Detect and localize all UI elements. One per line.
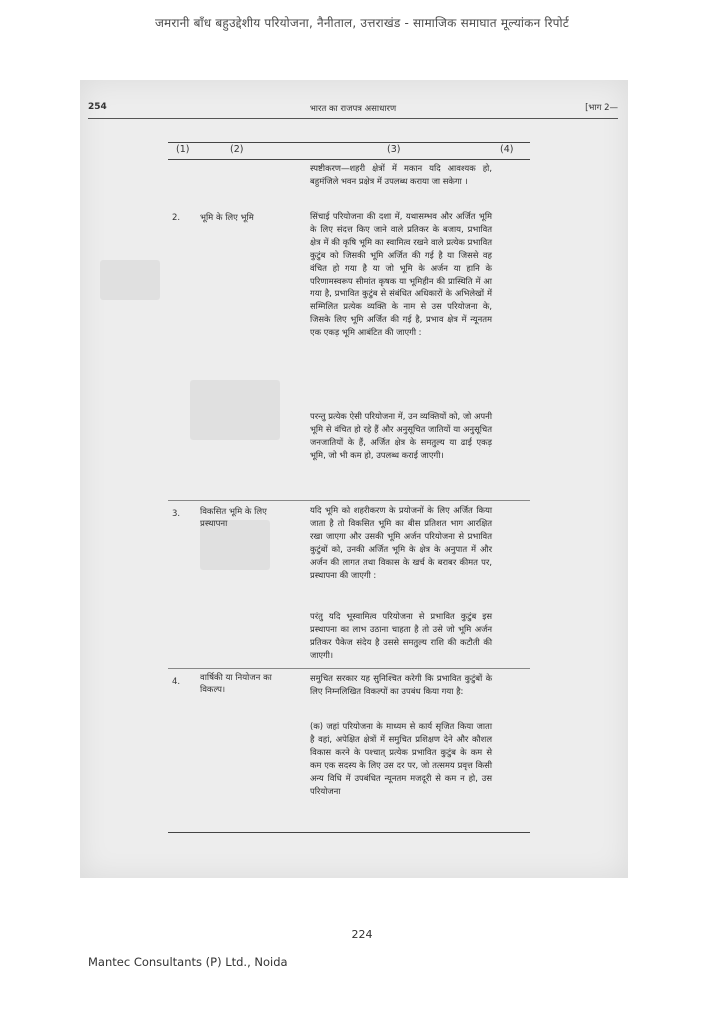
row-3-rule [168,668,530,669]
row-2-rule [168,500,530,501]
row-2-subject: भूमि के लिए भूमि [200,213,254,223]
report-header: जमरानी बाँध बहुउद्देशीय परियोजना, नैनीताल, उत्तराखंड - सामाजिक समाघात मूल्यांकन रिपोर्ट [154,16,570,30]
row-3-para-1: यदि भूमि को शहरीकरण के प्रयोजनों के लिए अर्जित किया जाता है तो विकसित भूमि का बीस प्रतिशत भाग आरक्षित रखा जाएगा और उसकी भूमि अर्जन परियोजना से प्रभावित कुटुंबों को, उनकी अर्जित भूमि के क्षेत्र के अनुपात में और अर्जन की लागत तथा विकास के खर्च के बराबर कीमत पर, प्रस्थापना की जाएगी : [310,505,492,580]
column-header-4: (4) [500,144,514,155]
row-4-subject: वार्षिकी या नियोजन का विकल्प। [200,673,272,695]
table-bottom-rule [168,832,530,833]
row-3-subject: विकसित भूमि के लिए प्रस्थापना [200,507,267,529]
row-2-para-1: सिंचाई परियोजना की दशा में, यथासम्भव और अर्जित भूमि के लिए संदत्त किए जाने वाले प्रतिकर के बजाय, प्रभावित क्षेत्र में की कृषि भूमि का स्वामित्व रखने वाले प्रत्येक प्रभावित कुटुंब को जिसकी भूमि अर्जित की गई है या जिससे वह वंचित हो गया है या जो भूमि के अर्जन या हानि के परिणामस्वरूप सीमांत कृषक या भूमिहीन की प्रास्थिति में आ गया है, प्रभावित कुटुंब से संबंधित अधिकारों के अभिलेखों में सम्मिलित प्रत्येक व्यक्ति के नाम से उस परियोजना के, जिसके लिए भूमि अर्जित की गई है, प्रभाव क्षेत्र में न्यूनतम एक एकड़ भूमि आबंटित की जाएगी : [310,211,492,338]
row-1-para-1: स्पष्टीकरण—शहरी क्षेत्रों में मकान यदि आवश्यक हो, बहुमंजिले भवन प्रक्षेत्र में उपलब्ध कराया जा सकेगा । [310,163,492,186]
column-header-2: (2) [230,144,244,155]
column-header-1: (1) [176,144,190,155]
header-rule [88,118,618,119]
scanned-gazette-page [80,80,628,878]
row-3-number: 3. [172,509,181,519]
column-header-3: (3) [387,144,401,155]
row-2-para-2: परन्तु प्रत्येक ऐसी परियोजना में, उन व्यक्तियों को, जो अपनी भूमि से वंचित हो रहे हैं और अनुसूचित जातियों या अनुसूचित जनजातियों के हैं, अर्जित क्षेत्र के समतुल्य या ढाई एकड़ भूमि, जो भी कम हो, उपलब्ध कराई जाएगी। [310,411,492,460]
footer-page-number: 224 [351,928,373,941]
column-header-rule [168,159,530,160]
gazette-page-number: 254 [88,102,107,112]
gazette-part: [भाग 2— [585,103,618,113]
row-4-para-1: समुचित सरकार यह सुनिश्चित करेगी कि प्रभावित कुटुंबों के लिए निम्नलिखित विकल्पों का उपबंध किया गया है: [310,673,492,696]
row-4-para-2: (क) जहां परियोजना के माध्यम से कार्य सृजित किया जाता है वहां, अपेक्षित क्षेत्रों में समुचित प्रशिक्षण देने और कौशल विकास करने के पश्चात् प्रत्येक प्रभावित कुटुंब के कम से कम एक सदस्य के लिए उस दर पर, जो तत्समय प्रवृत्त किसी अन्य विधि में उपबंधित न्यूनतम मजदूरी से कम न हो, उस परियोजना [310,721,492,796]
row-2-number: 2. [172,213,181,223]
row-4-number: 4. [172,677,181,687]
row-3-para-2: परंतु यदि भूस्वामित्व परियोजना से प्रभावित कुटुंब इस प्रस्थापना का लाभ उठाना चाहता है तो उसे जो भूमि अर्जन प्रतिकर पैकेज संदेय है उससे समतुल्य राशि की कटौती की जाएगी। [310,611,492,660]
table-top-rule [168,142,530,143]
footer-company: Mantec Consultants (P) Ltd., Noida [88,955,288,969]
gazette-title: भारत का राजपत्र असाधारण [309,104,397,114]
